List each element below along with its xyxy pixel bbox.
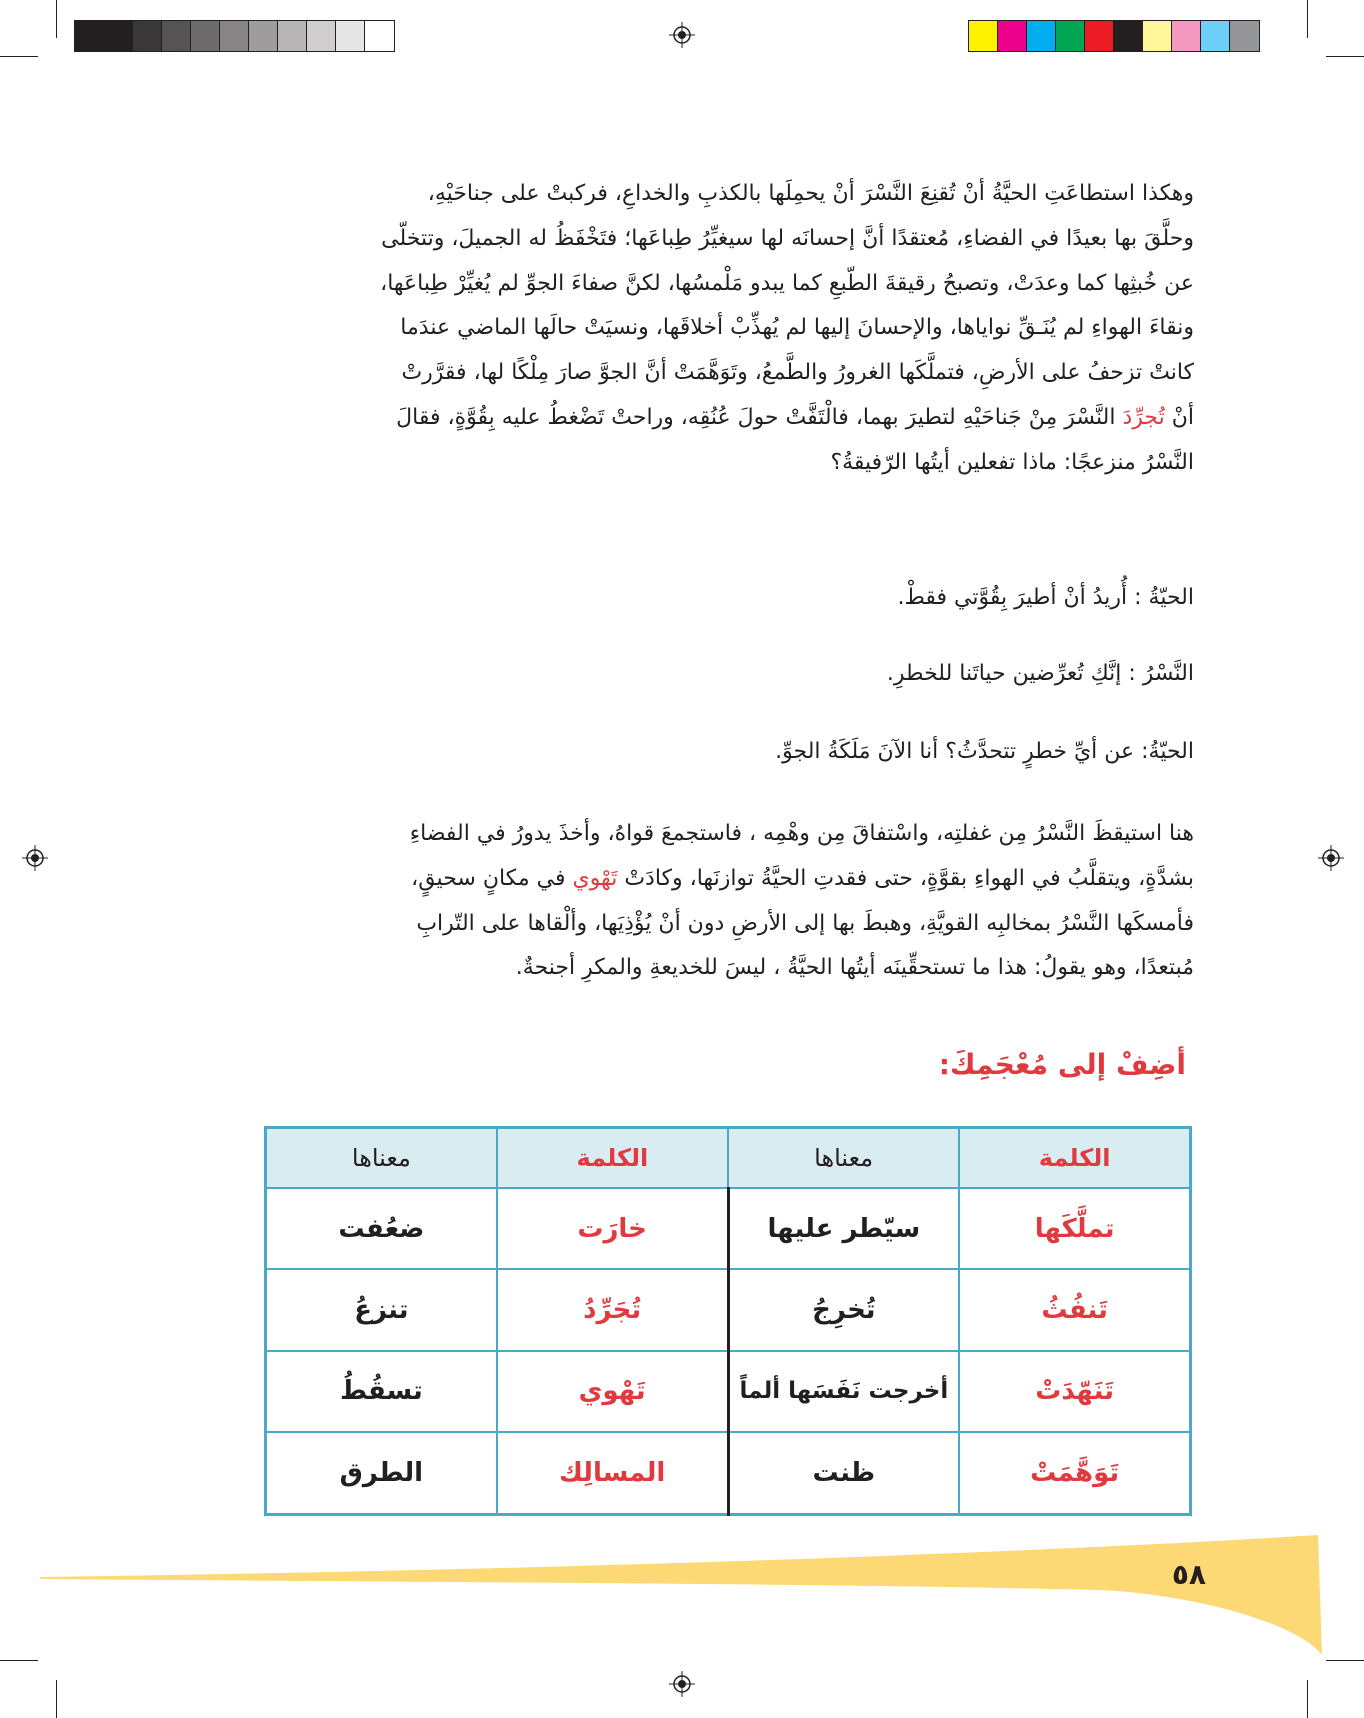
text-line: كانتْ تزحفُ على الأرضِ، فتملَّكَها الغرورُ والطَّمعُ، وتَوَهَّمَتْ أنَّ الجوَّ صارَ مِلْكًا لها، فقرَّرتْ — [401, 360, 1194, 386]
vocab-meaning: تسقُطُ — [266, 1351, 497, 1432]
cmyk-color-bar — [968, 20, 1260, 52]
registration-mark-bottom — [669, 1671, 695, 1697]
color-swatch — [1085, 21, 1114, 51]
vocab-meaning: ظنت — [728, 1432, 959, 1515]
dialog-line-snake-2: الحيّةُ: عن أيِّ خطرٍ تتحدَّثُ؟ أنا الآنَ مَلَكَةُ الجوِّ. — [775, 739, 1194, 764]
gray-swatch — [278, 21, 307, 51]
vocab-word: تَوَهَّمَتْ — [959, 1432, 1190, 1515]
registration-mark-left — [22, 845, 48, 871]
vocab-meaning: سيّطر عليها — [728, 1188, 959, 1269]
color-swatch — [1172, 21, 1201, 51]
column-header-word: الكلمة — [959, 1128, 1190, 1189]
color-swatch — [1201, 21, 1230, 51]
text-line: مُبتعدًا، وهو يقولُ: هذا ما تستحقِّينَه أيتُها الحيَّةُ ، ليسَ للخديعةِ والمكرِ أجنحةٌ. — [515, 955, 1194, 981]
gray-swatch — [249, 21, 278, 51]
vocab-meaning: تنزعُ — [266, 1269, 497, 1350]
table-row — [266, 1188, 1191, 1269]
vocab-meaning: الطرق — [266, 1432, 497, 1515]
color-swatch — [998, 21, 1027, 51]
gray-swatch — [133, 21, 162, 51]
vocab-meaning: تُخرِجُ — [728, 1269, 959, 1350]
color-swatch — [1230, 21, 1259, 51]
text-segment: أنْ — [1164, 404, 1194, 430]
text-segment: في مكانٍ سحيقٍ، — [411, 865, 573, 891]
text-line: ونقاءَ الهواءِ لم يُنَـقِّ نواياها، والإحسانَ إليها لم يُهذِّبْ أخلاقَها، ونسيَتْ حالَها الماضي عندَما — [400, 315, 1194, 341]
vocab-word: المسالِك — [497, 1432, 728, 1515]
dialog-line-eagle: النَّسْرُ : إنَّكِ تُعرِّضين حياتَنا للخطرِ. — [886, 661, 1194, 686]
table-header-row — [266, 1128, 1191, 1189]
table-row — [266, 1269, 1191, 1350]
vocab-word: تَنَهّدَتْ — [959, 1351, 1190, 1432]
text-line — [154, 396, 1194, 441]
story-paragraph-1 — [154, 172, 1194, 486]
gray-swatch — [75, 21, 104, 51]
vocab-word: تملَّكَها — [959, 1188, 1190, 1269]
gray-swatch — [104, 21, 133, 51]
gray-swatch — [191, 21, 220, 51]
text-line — [154, 857, 1194, 902]
color-swatch — [1056, 21, 1085, 51]
gray-swatch — [336, 21, 365, 51]
text-segment: النَّسْرَ مِنْ جَناحَيْهِ لتطيرَ بهما، فالْتَفَّتْ حولَ عُنُقِه، وراحتْ تَضْغطُ عليه بِقُوَّةٍ، فقالَ — [396, 404, 1123, 430]
column-header-meaning: معناها — [728, 1128, 959, 1189]
column-header-word: الكلمة — [497, 1128, 728, 1189]
gray-swatch — [220, 21, 249, 51]
vocab-word: تَنفُثُ — [959, 1269, 1190, 1350]
vocab-word: تَهْوي — [497, 1351, 728, 1432]
vocab-meaning: أخرجت نَفَسَها ألماً — [728, 1351, 959, 1432]
text-segment: بشدَّةٍ، ويتقلَّبُ في الهواءِ بقوَّةٍ، حتى فقدتِ الحيَّةُ توازنَها، وكادَتْ — [617, 865, 1194, 891]
gray-swatch — [162, 21, 191, 51]
text-line: النَّسْرُ منزعجًا: ماذا تفعلين أيتُها الرّفيقةُ؟ — [830, 449, 1194, 475]
text-line: وحلَّقَ بها بعيدًا في الفضاءِ، مُعتقدًا أنَّ إحسانَه لها سيغيِّرُ طِباعَها؛ فتَخْفَظُ له الجميلَ، وتتخلّى — [381, 225, 1194, 251]
vocab-word: خارَت — [497, 1188, 728, 1269]
gray-swatch — [365, 21, 394, 51]
color-swatch — [969, 21, 998, 51]
highlighted-word: تُجرِّدَ — [1122, 404, 1165, 430]
color-swatch — [1114, 21, 1143, 51]
vocabulary-heading: أضِفْ إلى مُعْجَمِكَ: — [938, 1048, 1186, 1081]
column-header-meaning: معناها — [266, 1128, 497, 1189]
page-number: ٥٨ — [1171, 1558, 1206, 1591]
text-line: هنا استيقظَ النَّسْرُ مِن غفلتِه، واسْتفاقَ مِن وهْمِه ، فاستجمعَ قواهُ، وأخذَ يدورُ في الفضاءِ — [409, 821, 1194, 846]
table-row — [266, 1432, 1191, 1515]
vocab-meaning: ضعُفت — [266, 1188, 497, 1269]
color-swatch — [1143, 21, 1172, 51]
color-swatch — [1027, 21, 1056, 51]
registration-mark-right — [1318, 845, 1344, 871]
grayscale-color-bar — [74, 20, 395, 52]
registration-mark-top — [669, 22, 695, 48]
gray-swatch — [307, 21, 336, 51]
vocabulary-table — [264, 1126, 1192, 1516]
table-row — [266, 1351, 1191, 1432]
dialog-line-snake-1: الحيّةُ : أُريدُ أنْ أطيرَ بِقُوَّتي فقطْ. — [897, 585, 1194, 610]
footer-ribbon — [0, 1535, 1364, 1655]
vocab-word: تُجَرِّدُ — [497, 1269, 728, 1350]
text-line: وهكذا استطاعَتِ الحيَّةُ أنْ تُقنِعَ النَّسْرَ أنْ يحمِلَها بالكذبِ والخداعِ، فركبتْ على جناحَيْهِ، — [427, 181, 1194, 206]
story-paragraph-2 — [154, 812, 1194, 991]
highlighted-word: تَهْوي — [572, 865, 618, 891]
text-line: عن خُبثِها كما وعدَتْ، وتصبحُ رقيقةَ الطّبعِ كما يبدو مَلْمسُها، لكنَّ صفاءَ الجوِّ لم يُغيِّرْ طِباعَها، — [380, 270, 1194, 296]
text-line: فأمسكَها النَّسْرُ بمخالبِه القويَّةِ، وهبطَ بها إلى الأرضِ دون أنْ يُؤْذِيَها، وألْقاها على التّرابِ — [416, 910, 1194, 936]
